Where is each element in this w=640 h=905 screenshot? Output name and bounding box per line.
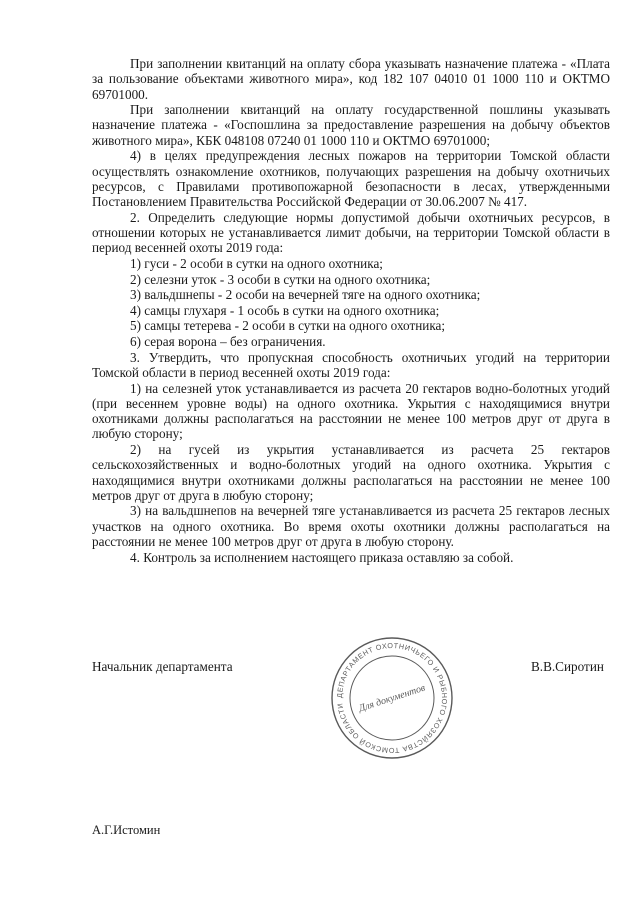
list-item: 2) селезни уток - 3 особи в сутки на одного охотника; (130, 271, 431, 287)
list-item: 3) вальдшнепы - 2 особи на вечерней тяге на одного охотника; (130, 287, 481, 303)
list-item: 5) самцы тетерева - 2 особи в сутки на одного охотника; (130, 318, 446, 334)
signature-name: В.В.Сиротин (531, 659, 604, 674)
paragraph: 3) на вальдшнепов на вечерней тяге устанавливается из расчета 25 гектаров лесных участков на одного охотника. Во время охоты охотники должны располагаться на расстоянии не менее 100 метров друг от друга в любую сторону. (92, 503, 610, 550)
official-stamp (329, 635, 455, 761)
paragraph: 4) в целях предупреждения лесных пожаров на территории Томской области осуществлять ознакомление охотников, получающих разрешения на добычу охотничьих ресурсов, с Правилами противопожарной безопасности в лесах, утвержденными Постановлением Правительства Российской Федерации от 30.06.2007 № 417. (92, 148, 610, 210)
document-body (92, 56, 610, 565)
list-item: 1) гуси - 2 особи в сутки на одного охотника; (130, 256, 383, 272)
stamp-ring-text: ДЕПАРТАМЕНТ ОХОТНИЧЬЕГО И РЫБНОГО ХОЗЯЙСТВА ТОМСКОЙ ОБЛАСТИ (334, 640, 450, 756)
executor-name: А.Г.Истомин (92, 823, 161, 837)
signature-position: Начальник департамента (92, 659, 233, 674)
paragraph: 2. Определить следующие нормы допустимой добычи охотничьих ресурсов, в отношении которых не устанавливается лимит добычи, на территории Томской области в период весенней охоты 2019 года: (92, 209, 610, 256)
paragraph: 1) на селезней уток устанавливается из расчета 20 гектаров водно-болотных угодий (при весеннем уровне воды) на одного охотника. Укрытия с находящимися внутри охотниками должны располагаться на расстоянии не менее 100 метров друг от друга в любую сторону; (92, 380, 610, 442)
paragraph: 4. Контроль за исполнением настоящего приказа оставляю за собой. (130, 549, 514, 565)
paragraph: При заполнении квитанций на оплату сбора указывать назначение платежа - «Плата за пользование объектами животного мира», код 182 107 04010 01 1000 110 и ОКТМО 69701000. (92, 56, 610, 102)
list-item: 4) самцы глухаря - 1 особь в сутки на одного охотника; (130, 302, 440, 318)
paragraph: 3. Утвердить, что пропускная способность охотничьих угодий на территории Томской области в период весенней охоты 2019 года: (92, 349, 610, 380)
list-item: 6) серая ворона – без ограничения. (130, 334, 326, 350)
stamp-inner-text: Для документов (357, 682, 427, 715)
paragraph: 2) на гусей из укрытия устанавливается из расчета 25 гектаров сельскохозяйственных и водно-болотных угодий на одного охотника. Укрытия с находящимися внутри охотниками должны располагаться на расстоянии не менее 100 метров друг от друга в любую сторону; (92, 441, 610, 503)
paragraph: При заполнении квитанций на оплату государственной пошлины указывать назначение платежа - «Госпошлина за предоставление разрешения на добычу объектов животного мира», КБК 048108 07240 01 1000 110 и ОКТМО 69701000; (92, 102, 610, 148)
